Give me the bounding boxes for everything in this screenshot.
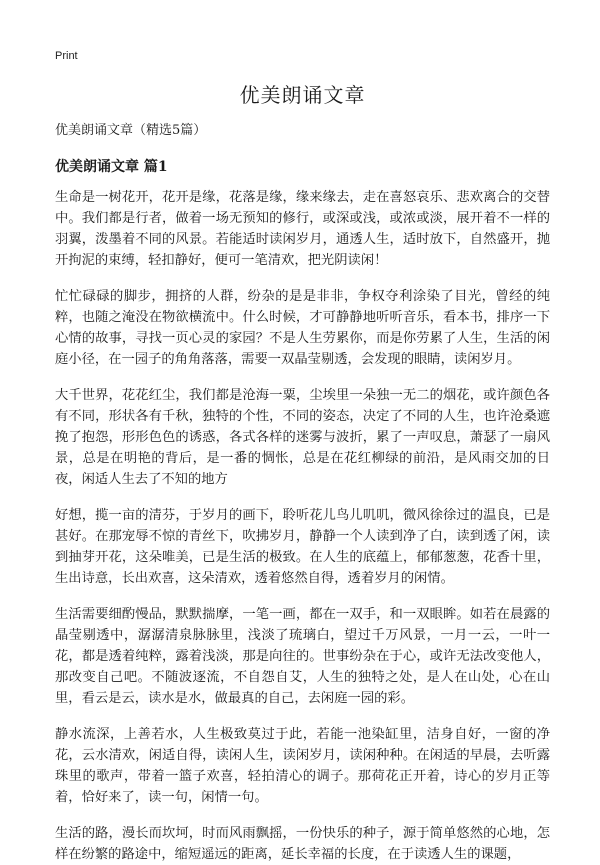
paragraph: 生活的路，漫长而坎坷，时而风雨飘摇，一份快乐的种子，源于简单悠然的心地，怎样在纷繁的路途中，缩短遥远的距离，延长幸福的长度，在于读透人生的课题， (55, 826, 550, 862)
paragraph: 好想，揽一亩的清芬，于岁月的画下，聆听花儿鸟儿叽叽，微风徐徐过的温良，已是甚好。在那宠辱不惊的青丝下，吹拂岁月，静静一个人读到净了白，读到透了闲，读到抽芽开花，这朵唯美，已是生活的极致。在人生的底蕴上，郁郁葱葱，花香十里，生出诗意，长出欢喜，这朵清欢，透着悠然自得，透着岁月的闲情。 (55, 508, 550, 586)
document-page (55, 44, 550, 865)
paragraph: 大千世界，花花红尘，我们都是沧海一粟，尘埃里一朵独一无二的烟花，或许颜色各有不同，形状各有千秋，独特的个性，不同的姿态，决定了不同的人生，也许沧桑遮挽了抱怨，形形色色的诱惑，各式各样的迷雾与波折，累了一声叹息，萧瑟了一扇风景，总是在明艳的背后，是一番的惆怅，总是在花红柳绿的前沿，是风雨交加的日夜，闲适人生去了不知的地方 (55, 388, 550, 487)
section-heading: 优美朗诵文章 篇1 (55, 159, 168, 175)
paragraph: 静水流深，上善若水，人生极致莫过于此，若能一池染缸里，洁身自好，一窗的净花，云水清欢，闲适自得，读闲人生，读闲岁月，读闲种种。在闲适的早晨，去听露珠里的歌声，带着一篮子欢喜，轻拍清心的调子。那荷花正开着，诗心的岁月正等着，恰好来了，读一句，闲情一句。 (55, 727, 550, 805)
print-link[interactable]: Print (55, 50, 78, 62)
paragraph: 忙忙碌碌的脚步，拥挤的人群，纷杂的是是非非，争权夺利涂染了目光，曾经的纯粹，也随之淹没在物欲横流中。什么时候，才可静静地听听音乐，看本书，排序一下心情的故事，寻找一页心灵的家园？不是人生劳累你，而是你劳累了人生，生活的闲庭小径，在一园子的角角落落，需要一双晶莹剔透，会发现的眼睛，读闲岁月。 (55, 289, 550, 367)
document-subtitle: 优美朗诵文章（精选5篇） (55, 123, 207, 138)
paragraph: 生命是一树花开，花开是缘，花落是缘，缘来缘去，走在喜怒哀乐、悲欢离合的交替中。我们都是行者，做着一场无预知的修行，或深或浅，或浓或淡，展开着不一样的羽翼，泼墨着不同的风景。若能适时读闲岁月，通透人生，适时放下，自然盛开，抛开拘泥的束缚，轻扣静好，便可一笔清欢，把光阴读闲！ (55, 190, 550, 268)
paragraph: 生活需要细酌慢品，默默揣摩，一笔一画，都在一双手，和一双眼眸。如若在晨露的晶莹剔透中，潺潺清泉脉脉里，浅淡了琉璃白，望过千万风景，一月一云，一叶一花，都是透着纯粹，露着浅淡，那是向往的。世事纷杂在于心，或许无法改变他人，那改变自己吧。不随波逐流，不自怨自艾，人生的独特之处，是人在山处，心在山里，看云是云，读水是水，做最真的自己，去闲庭一园的彩。 (55, 607, 550, 706)
document-title: 优美朗诵文章 (239, 83, 366, 107)
